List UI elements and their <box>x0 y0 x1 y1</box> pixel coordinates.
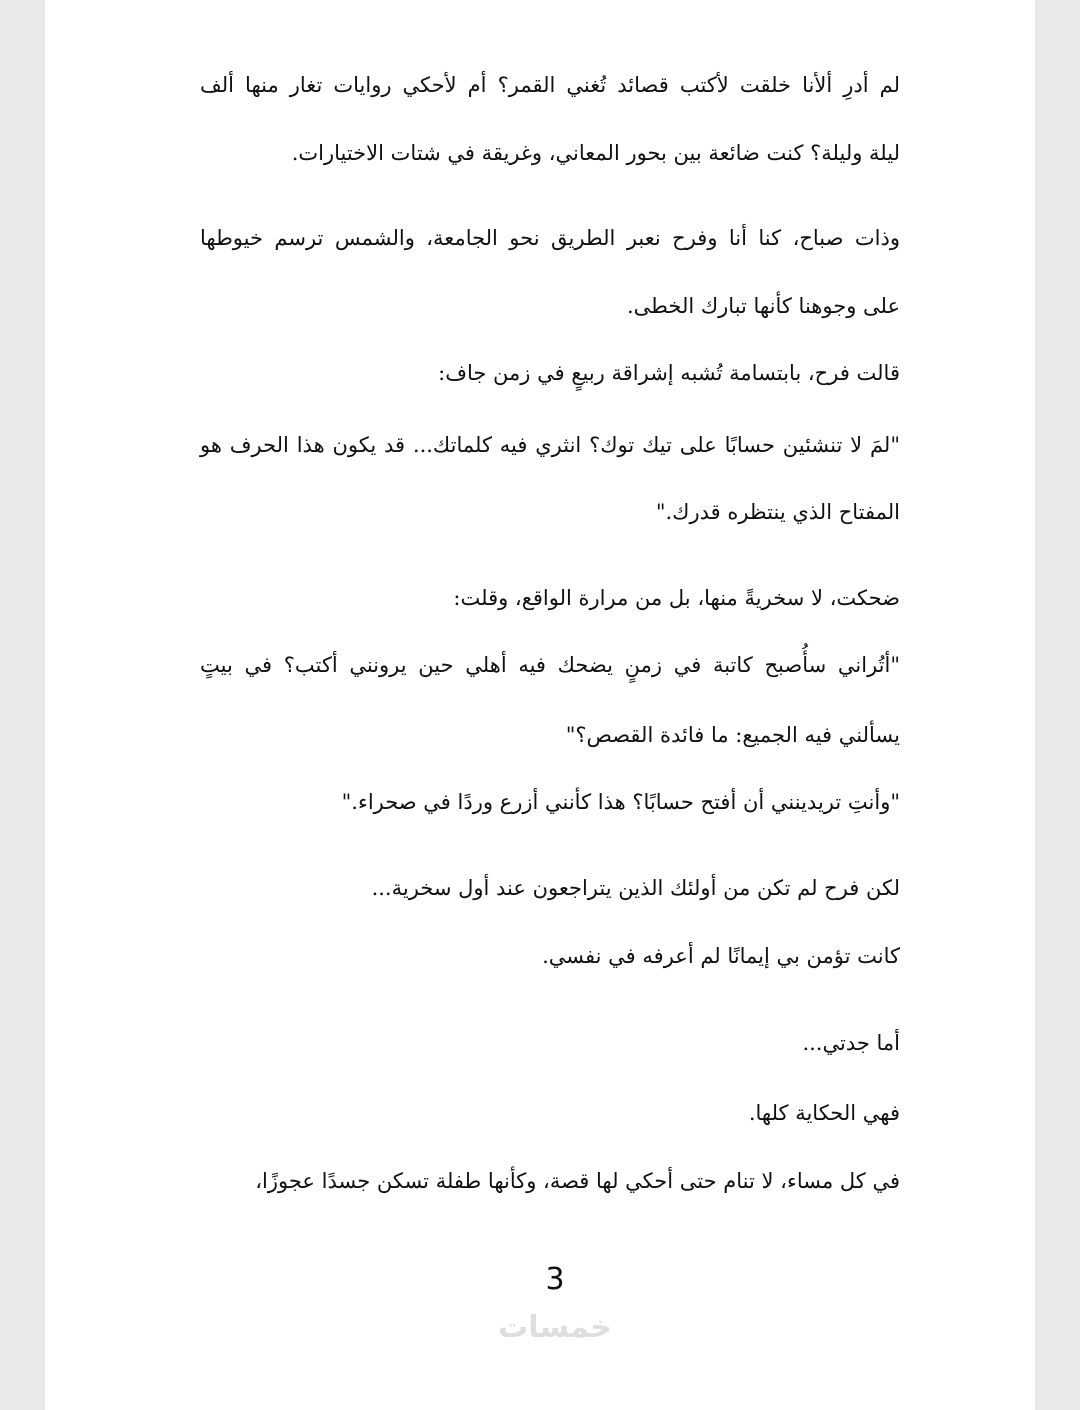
text-line: "وأنتِ تريدينني أن أفتح حسابًا؟ هذا كأنني أزرع وردًا في صحراء." <box>341 790 900 814</box>
text-line: وذات صباح، كنا أنا وفرح نعبر الطريق نحو الجامعة، والشمس ترسم خيوطها <box>200 226 900 250</box>
text-line: أما جدتي... <box>802 1031 900 1055</box>
text-line: ضحكت، لا سخريةً منها، بل من مرارة الواقع، وقلت: <box>453 586 900 610</box>
text-line: "أتُراني سأُصبح كاتبة في زمنٍ يضحك فيه أهلي حين يرونني أكتب؟ في بيتٍ <box>200 653 900 677</box>
text-line: في كل مساء، لا تنام حتى أحكي لها قصة، وكأنها طفلة تسكن جسدًا عجوزًا، <box>255 1169 900 1193</box>
page-number: 3 <box>545 1262 565 1297</box>
text-line: "لمَ لا تنشئين حسابًا على تيك توك؟ انثري فيه كلماتك... قد يكون هذا الحرف هو <box>200 433 900 457</box>
text-line: ليلة وليلة؟ كنت ضائعة بين بحور المعاني، وغريقة في شتات الاختيارات. <box>291 141 900 165</box>
text-line: فهي الحكاية كلها. <box>748 1101 900 1125</box>
watermark-logo: خمسات <box>498 1310 612 1345</box>
text-line: على وجوهنا كأنها تبارك الخطى. <box>626 294 900 318</box>
text-line: لم أدرِ ألأنا خلقت لأكتب قصائد تُغني القمر؟ أم لأحكي روايات تغار منها ألف <box>200 73 900 97</box>
text-line: المفتاح الذي ينتظره قدرك." <box>655 500 900 524</box>
text-line: قالت فرح، بابتسامة تُشبه إشراقة ربيعٍ في زمن جاف: <box>438 361 900 385</box>
text-line: يسألني فيه الجميع: ما فائدة القصص؟" <box>565 723 900 747</box>
document-page <box>45 0 1035 1410</box>
text-line: لكن فرح لم تكن من أولئك الذين يتراجعون عند أول سخرية... <box>371 876 900 900</box>
text-line: كانت تؤمن بي إيمانًا لم أعرفه في نفسي. <box>542 944 900 968</box>
